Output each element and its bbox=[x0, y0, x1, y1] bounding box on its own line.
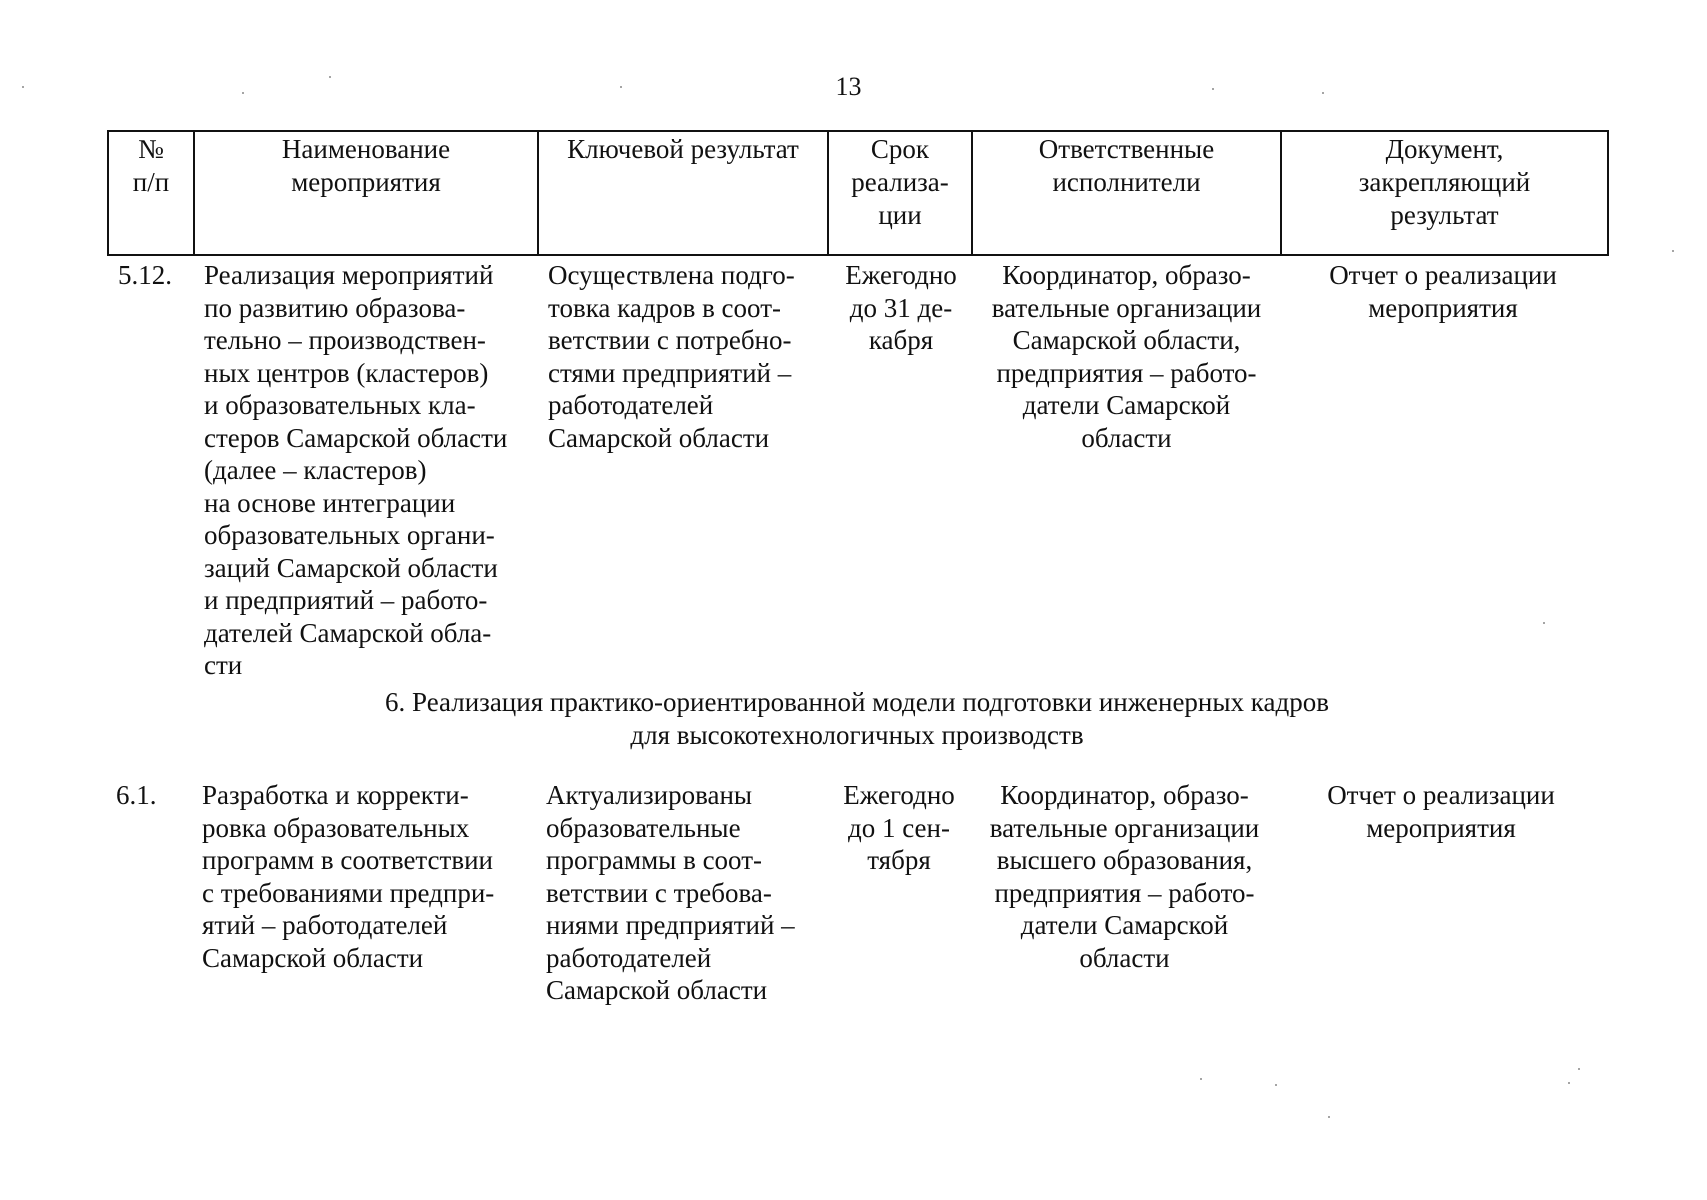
header-result-label: Ключевой результат bbox=[567, 134, 799, 164]
header-executors bbox=[972, 131, 1281, 255]
header-document bbox=[1281, 131, 1608, 255]
header-executors-label: Ответственные исполнители bbox=[1038, 134, 1215, 197]
section-heading: 6. Реализация практико-ориентированной модели подготовки инженерных кадров для высокотехнологичных производств bbox=[385, 687, 1329, 750]
scan-speck bbox=[1578, 1068, 1580, 1070]
scan-speck bbox=[1568, 1082, 1570, 1084]
scan-speck bbox=[1328, 1116, 1330, 1118]
header-name bbox=[194, 131, 538, 255]
page-number: 13 bbox=[835, 72, 862, 101]
row-term: Ежегодно до 1 сен- тября bbox=[843, 780, 955, 875]
row-term: Ежегодно до 31 де- кабря bbox=[845, 260, 957, 355]
header-number-label: № п/п bbox=[132, 134, 170, 197]
row-document: Отчет о реализации мероприятия bbox=[1327, 780, 1555, 843]
row-executors: Координатор, образо- вательные организации высшего образования, предприятия – работо- датели Самарской области bbox=[989, 780, 1260, 973]
scan-speck bbox=[1275, 1084, 1277, 1086]
scan-speck bbox=[1543, 622, 1545, 624]
row-document: Отчет о реализации мероприятия bbox=[1329, 260, 1557, 323]
row-name: Реализация мероприятий по развитию образова- тельно – производствен- ных центров (кластеров) и образовательных кла- стеров Самарской области (далее – кластеров) на основе интеграции образовательных органи- заций Самарской области и предприятий – работо- дателей Самарской обла- сти bbox=[204, 260, 508, 680]
row-result: Актуализированы образовательные программы в соот- ветствии с требова- ниями предприятий – работодателей Самарской области bbox=[546, 780, 795, 1005]
scan-speck bbox=[1672, 250, 1674, 252]
header-term-label: Срок реализа- ции bbox=[851, 134, 949, 230]
header-term bbox=[828, 131, 972, 255]
header-result bbox=[538, 131, 828, 255]
row-name: Разработка и корректи- ровка образовательных программ в соответствии с требованиями предпри- ятий – работодателей Самарской области bbox=[202, 780, 495, 973]
row-executors: Координатор, образо- вательные организации Самарской области, предприятия – работо- датели Самарской области bbox=[991, 260, 1262, 453]
table-header bbox=[107, 130, 1609, 256]
row-number: 5.12. bbox=[118, 260, 172, 290]
scan-speck bbox=[1200, 1078, 1202, 1080]
header-document-label: Документ, закрепляющий результат bbox=[1358, 134, 1531, 230]
header-name-label: Наименование мероприятия bbox=[281, 134, 451, 197]
row-result: Осуществлена подго- товка кадров в соот- ветствии с потребно- стями предприятий – работодателей Самарской области bbox=[548, 260, 795, 453]
row-number: 6.1. bbox=[116, 780, 157, 810]
header-number bbox=[108, 131, 194, 255]
